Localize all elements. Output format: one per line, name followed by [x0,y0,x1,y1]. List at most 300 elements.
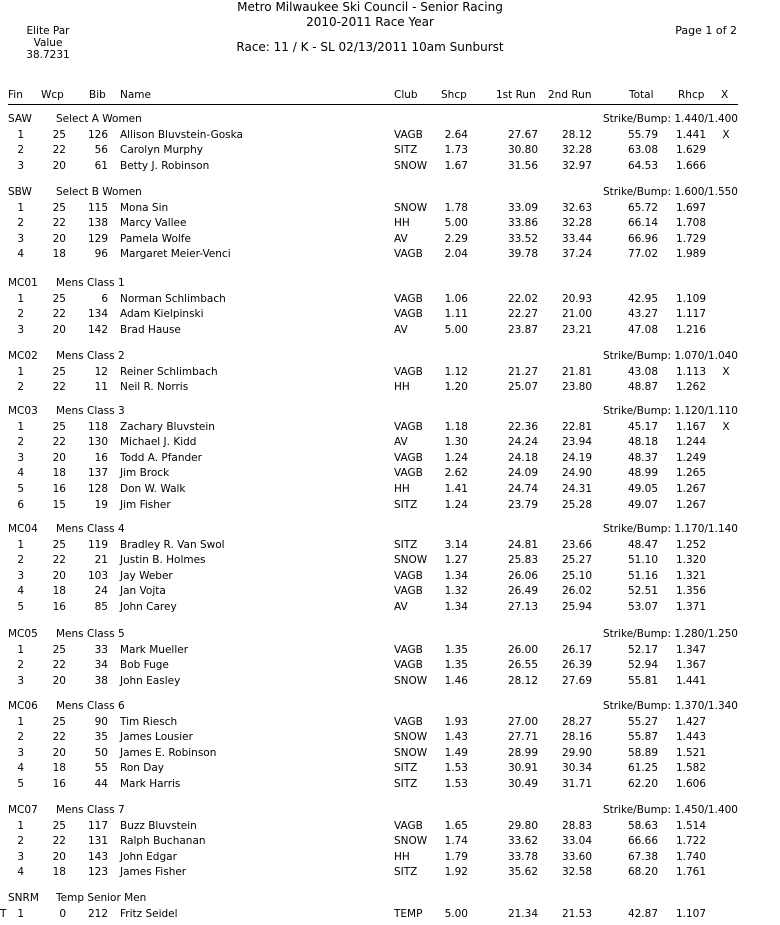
cell-rhcp: 1.117 [675,308,706,320]
cell-run1: 26.00 [507,644,538,656]
cell-fin: 1 [17,366,24,378]
cell-shcp: 1.79 [444,851,468,863]
cell-run2: 21.81 [561,366,592,378]
cell-rhcp: 1.697 [675,202,706,214]
strike-bump: Strike/Bump: 1.450/1.400 [602,804,738,816]
cell-bib: 134 [87,308,108,320]
cell-fin: 2 [17,308,24,320]
cell-rhcp: 1.252 [675,539,706,551]
cell-total: 42.95 [627,293,658,305]
cell-fin: 1 [17,716,24,728]
cell-wcp: 22 [52,217,66,229]
cell-fin: 4 [17,467,24,479]
cell-run2: 25.27 [561,554,592,566]
cell-wcp: 22 [52,436,66,448]
cell-rhcp: 1.441 [675,129,706,141]
cell-total: 53.07 [627,601,658,613]
table-row [0,746,780,761]
cell-run2: 25.94 [561,601,592,613]
cell-flag: T [0,908,7,920]
cell-shcp: 1.06 [444,293,468,305]
cell-name: Michael J. Kidd [120,436,197,448]
cell-shcp: 1.43 [444,731,468,743]
cell-shcp: 1.34 [444,601,468,613]
cell-total: 63.08 [627,144,658,156]
cell-run2: 32.97 [561,160,592,172]
cell-bib: 21 [94,554,108,566]
cell-shcp: 1.24 [444,499,468,511]
table-row [0,292,780,307]
cell-bib: 131 [87,835,108,847]
table-row [0,674,780,689]
cell-name: John Carey [120,601,177,613]
cell-fin: 3 [17,675,24,687]
cell-name: Reiner Schlimbach [120,366,218,378]
column-header-row [0,88,780,103]
cell-bib: 118 [87,421,108,433]
cell-run1: 24.74 [507,483,538,495]
cell-wcp: 25 [52,820,66,832]
cell-bib: 143 [87,851,108,863]
table-row [0,907,780,922]
cell-fin: 1 [17,820,24,832]
cell-club: HH [394,381,410,393]
cell-bib: 129 [87,233,108,245]
cell-shcp: 1.12 [444,366,468,378]
cell-fin: 2 [17,144,24,156]
cell-bib: 119 [87,539,108,551]
cell-bib: 96 [94,248,108,260]
cell-wcp: 20 [52,675,66,687]
cell-club: VAGB [394,570,423,582]
cell-wcp: 0 [59,908,66,920]
col-total: Total [629,89,654,101]
cell-fin: 2 [17,217,24,229]
cell-rhcp: 1.244 [675,436,706,448]
cell-run1: 24.24 [507,436,538,448]
cell-wcp: 22 [52,659,66,671]
cell-shcp: 1.78 [444,202,468,214]
cell-total: 55.81 [627,675,658,687]
cell-wcp: 25 [52,129,66,141]
cell-club: VAGB [394,716,423,728]
elite-par-value: 38.7231 [26,49,70,61]
cell-bib: 33 [94,644,108,656]
table-row [0,643,780,658]
section-header [0,627,780,642]
strike-bump: Strike/Bump: 1.440/1.400 [602,113,738,125]
cell-shcp: 5.00 [444,217,468,229]
cell-club: VAGB [394,820,423,832]
cell-run2: 25.10 [561,570,592,582]
cell-fin: 5 [17,483,24,495]
cell-fin: 3 [17,851,24,863]
cell-run1: 22.27 [507,308,538,320]
section-name: Mens Class 7 [56,804,125,816]
section-code: SAW [8,113,32,125]
cell-fin: 2 [17,835,24,847]
cell-club: AV [394,436,408,448]
cell-bib: 137 [87,467,108,479]
cell-run2: 33.60 [561,851,592,863]
section-code: MC07 [8,804,38,816]
cell-fin: 4 [17,248,24,260]
cell-run2: 28.16 [561,731,592,743]
section-header [0,185,780,200]
cell-run2: 29.90 [561,747,592,759]
cell-club: AV [394,233,408,245]
section-name: Mens Class 5 [56,628,125,640]
table-row [0,715,780,730]
cell-bib: 44 [94,778,108,790]
cell-total: 48.47 [627,539,658,551]
cell-run2: 22.81 [561,421,592,433]
cell-x: X [722,421,730,433]
cell-run2: 30.34 [561,762,592,774]
cell-total: 52.51 [627,585,658,597]
cell-run2: 23.80 [561,381,592,393]
cell-total: 55.79 [627,129,658,141]
cell-total: 48.18 [627,436,658,448]
cell-bib: 12 [94,366,108,378]
elite-par-label: Elite Par [26,25,70,37]
cell-shcp: 1.34 [444,570,468,582]
section-header [0,349,780,364]
cell-bib: 126 [87,129,108,141]
cell-run2: 33.04 [561,835,592,847]
cell-bib: 55 [94,762,108,774]
cell-shcp: 1.65 [444,820,468,832]
cell-shcp: 1.49 [444,747,468,759]
cell-run1: 24.09 [507,467,538,479]
cell-bib: 117 [87,820,108,832]
cell-name: Neil R. Norris [120,381,189,393]
cell-club: SNOW [394,202,428,214]
cell-run1: 23.79 [507,499,538,511]
cell-run1: 30.80 [507,144,538,156]
cell-rhcp: 1.262 [675,381,706,393]
cell-rhcp: 1.267 [675,499,706,511]
cell-rhcp: 1.521 [675,747,706,759]
cell-rhcp: 1.629 [675,144,706,156]
table-row [0,482,780,497]
header-divider [8,104,738,105]
cell-run2: 32.63 [561,202,592,214]
cell-bib: 142 [87,324,108,336]
cell-fin: 1 [17,421,24,433]
section-header [0,276,780,291]
table-row [0,850,780,865]
cell-run1: 26.55 [507,659,538,671]
cell-total: 52.94 [627,659,658,671]
cell-bib: 6 [101,293,108,305]
section-code: MC06 [8,700,38,712]
cell-bib: 115 [87,202,108,214]
cell-wcp: 20 [52,851,66,863]
cell-name: Fritz Seidel [120,908,178,920]
cell-run1: 21.34 [507,908,538,920]
table-row [0,435,780,450]
cell-run1: 30.49 [507,778,538,790]
cell-run1: 35.62 [507,866,538,878]
cell-run1: 33.52 [507,233,538,245]
cell-club: HH [394,217,410,229]
cell-name: James Lousier [120,731,193,743]
cell-fin: 6 [17,499,24,511]
col-name: Name [120,89,151,101]
cell-shcp: 1.67 [444,160,468,172]
cell-bib: 34 [94,659,108,671]
table-row [0,451,780,466]
cell-bib: 85 [94,601,108,613]
cell-wcp: 20 [52,747,66,759]
col-rhcp: Rhcp [678,89,705,101]
table-row [0,498,780,513]
cell-rhcp: 1.267 [675,483,706,495]
cell-shcp: 1.30 [444,436,468,448]
cell-shcp: 2.62 [444,467,468,479]
cell-bib: 130 [87,436,108,448]
cell-fin: 4 [17,866,24,878]
strike-bump: Strike/Bump: 1.070/1.040 [602,350,738,362]
cell-bib: 38 [94,675,108,687]
cell-run2: 26.39 [561,659,592,671]
cell-name: Mona Sin [120,202,169,214]
cell-run1: 33.09 [507,202,538,214]
cell-bib: 138 [87,217,108,229]
section-header [0,404,780,419]
cell-name: Betty J. Robinson [120,160,210,172]
cell-rhcp: 1.606 [675,778,706,790]
cell-shcp: 1.35 [444,644,468,656]
cell-run1: 28.12 [507,675,538,687]
cell-fin: 1 [17,129,24,141]
col-bib: Bib [89,89,106,101]
cell-total: 51.10 [627,554,658,566]
cell-club: VAGB [394,644,423,656]
table-row [0,216,780,231]
table-row [0,380,780,395]
cell-total: 43.08 [627,366,658,378]
cell-name: Norman Schlimbach [120,293,226,305]
cell-shcp: 1.35 [444,659,468,671]
season-title: 2010-2011 Race Year [306,15,434,29]
cell-run2: 20.93 [561,293,592,305]
cell-total: 68.20 [627,866,658,878]
cell-club: SITZ [394,778,418,790]
cell-run2: 24.31 [561,483,592,495]
cell-run2: 32.28 [561,217,592,229]
table-row [0,247,780,262]
table-row [0,600,780,615]
cell-shcp: 2.64 [444,129,468,141]
cell-rhcp: 1.708 [675,217,706,229]
cell-fin: 5 [17,601,24,613]
cell-wcp: 22 [52,381,66,393]
cell-name: Marcy Vallee [120,217,187,229]
col-x: X [721,89,729,101]
cell-name: Brad Hause [120,324,181,336]
section-code: MC05 [8,628,38,640]
cell-shcp: 1.46 [444,675,468,687]
cell-wcp: 20 [52,324,66,336]
cell-fin: 2 [17,731,24,743]
cell-name: Jim Fisher [120,499,171,511]
section-header [0,522,780,537]
cell-x: X [722,366,730,378]
cell-name: Bob Fuge [120,659,169,671]
cell-club: VAGB [394,452,423,464]
cell-name: Allison Bluvstein-Goska [120,129,243,141]
cell-club: VAGB [394,293,423,305]
cell-total: 43.27 [627,308,658,320]
table-row [0,466,780,481]
table-row [0,865,780,880]
cell-club: HH [394,483,410,495]
cell-total: 49.05 [627,483,658,495]
cell-shcp: 3.14 [444,539,468,551]
cell-fin: 2 [17,659,24,671]
section-code: MC04 [8,523,38,535]
cell-club: VAGB [394,585,423,597]
cell-bib: 56 [94,144,108,156]
cell-wcp: 20 [52,233,66,245]
cell-run1: 22.36 [507,421,538,433]
cell-shcp: 5.00 [444,324,468,336]
cell-fin: 3 [17,570,24,582]
cell-run1: 31.56 [507,160,538,172]
cell-shcp: 2.04 [444,248,468,260]
cell-fin: 1 [17,293,24,305]
cell-club: TEMP [394,908,423,920]
cell-club: SNOW [394,747,428,759]
cell-run2: 28.27 [561,716,592,728]
cell-run1: 30.91 [507,762,538,774]
cell-total: 48.99 [627,467,658,479]
table-row [0,143,780,158]
cell-club: SNOW [394,835,428,847]
cell-total: 55.87 [627,731,658,743]
cell-run2: 27.69 [561,675,592,687]
cell-bib: 212 [87,908,108,920]
section-code: SNRM [8,892,39,904]
cell-fin: 1 [17,644,24,656]
section-code: MC03 [8,405,38,417]
cell-bib: 103 [87,570,108,582]
table-row [0,365,780,380]
cell-wcp: 18 [52,866,66,878]
cell-total: 45.17 [627,421,658,433]
cell-fin: 3 [17,747,24,759]
cell-bib: 61 [94,160,108,172]
cell-bib: 128 [87,483,108,495]
table-row [0,569,780,584]
col-fin: Fin [8,89,23,101]
cell-run1: 24.18 [507,452,538,464]
cell-club: SITZ [394,499,418,511]
cell-club: VAGB [394,421,423,433]
section-code: MC02 [8,350,38,362]
cell-wcp: 25 [52,421,66,433]
cell-rhcp: 1.321 [675,570,706,582]
cell-club: AV [394,601,408,613]
cell-bib: 24 [94,585,108,597]
col-shcp: Shcp [441,89,467,101]
cell-run1: 33.62 [507,835,538,847]
cell-name: Adam Kielpinski [120,308,204,320]
cell-fin: 5 [17,778,24,790]
cell-club: VAGB [394,129,423,141]
race-title: Race: 11 / K - SL 02/13/2011 10am Sunburst [236,40,504,54]
cell-wcp: 15 [52,499,66,511]
cell-name: Ralph Buchanan [120,835,206,847]
cell-total: 55.27 [627,716,658,728]
cell-club: VAGB [394,308,423,320]
cell-name: Margaret Meier-Venci [120,248,231,260]
cell-fin: 2 [17,436,24,448]
table-row [0,584,780,599]
cell-name: Don W. Walk [120,483,186,495]
page-indicator: Page 1 of 2 [675,24,737,37]
cell-bib: 50 [94,747,108,759]
cell-fin: 1 [17,202,24,214]
cell-total: 66.96 [627,233,658,245]
cell-run2: 24.90 [561,467,592,479]
cell-run2: 23.94 [561,436,592,448]
strike-bump: Strike/Bump: 1.600/1.550 [602,186,738,198]
cell-total: 62.20 [627,778,658,790]
cell-run2: 25.28 [561,499,592,511]
col-run1: 1st Run [496,89,536,101]
cell-name: Carolyn Murphy [120,144,203,156]
cell-rhcp: 1.989 [675,248,706,260]
section-name: Mens Class 2 [56,350,125,362]
cell-name: John Easley [120,675,181,687]
cell-name: Buzz Bluvstein [120,820,197,832]
cell-fin: 3 [17,324,24,336]
cell-wcp: 16 [52,483,66,495]
cell-fin: 2 [17,554,24,566]
elite-value-label: Value [33,37,63,49]
cell-rhcp: 1.265 [675,467,706,479]
cell-bib: 11 [94,381,108,393]
cell-wcp: 20 [52,570,66,582]
cell-total: 77.02 [627,248,658,260]
cell-total: 61.25 [627,762,658,774]
cell-club: SNOW [394,675,428,687]
cell-club: HH [394,851,410,863]
cell-club: SNOW [394,731,428,743]
cell-name: Tim Riesch [120,716,178,728]
section-name: Mens Class 1 [56,277,125,289]
section-name: Select B Women [56,186,142,198]
cell-shcp: 1.53 [444,762,468,774]
cell-run2: 24.19 [561,452,592,464]
cell-total: 42.87 [627,908,658,920]
cell-name: Pamela Wolfe [120,233,191,245]
table-row [0,834,780,849]
section-name: Temp Senior Men [56,892,147,904]
cell-club: SNOW [394,554,428,566]
cell-rhcp: 1.740 [675,851,706,863]
cell-total: 48.87 [627,381,658,393]
section-name: Select A Women [56,113,142,125]
cell-wcp: 25 [52,366,66,378]
table-row [0,730,780,745]
cell-wcp: 20 [52,160,66,172]
cell-fin: 1 [17,908,24,920]
cell-name: Zachary Bluvstein [120,421,215,433]
